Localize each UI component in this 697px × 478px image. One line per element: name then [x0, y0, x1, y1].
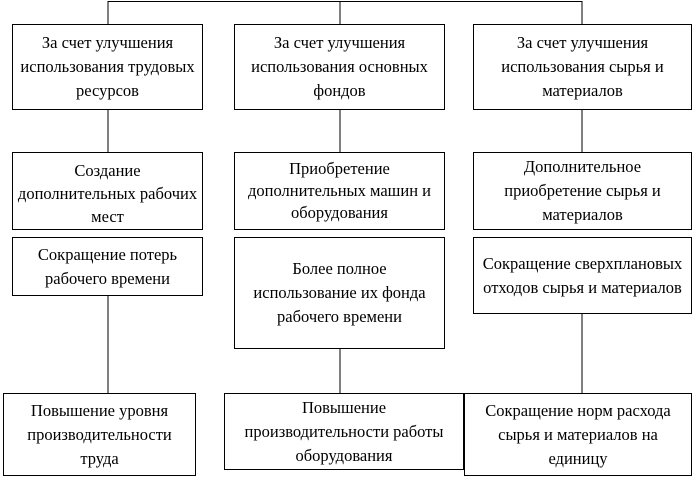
- header-box-fixed-assets: [234, 24, 445, 110]
- measure-text-time-losses: Сокращение потерь рабочего времени: [37, 244, 178, 288]
- header-text-fixed-assets: За счет улучшения использования основных фондов: [251, 33, 428, 100]
- result-text-norms-reduction: Сокращение норм расхода сырья и материалов на единицу: [485, 400, 671, 468]
- measure-text-new-jobs: Создание дополнительных рабочих мест: [17, 161, 198, 226]
- measure-text-waste-reduction: Сокращение сверхплановых отходов сырья и материалов: [482, 253, 683, 297]
- result-text-equipment-productivity: Повышение производительности работы оборудования: [244, 397, 444, 465]
- header-box-labor: [12, 24, 203, 110]
- measure-text-equipment-purchase: Приобретение дополнительных машин и оборудования: [248, 159, 431, 222]
- measure-text-fuller-use: Более полное использование их фонда рабочего времени: [253, 259, 426, 326]
- measure-box-fuller-use: [234, 237, 445, 349]
- header-box-materials: [473, 24, 692, 110]
- measure-box-time-losses: [12, 237, 203, 296]
- result-text-labor-productivity: Повышение уровня производительности труда: [27, 400, 172, 468]
- measure-box-waste-reduction: [473, 237, 692, 314]
- result-box-labor-productivity: [3, 393, 196, 476]
- measure-box-equipment-purchase: [234, 152, 445, 230]
- result-box-equipment-productivity: [224, 393, 464, 470]
- header-text-materials: За счет улучшения использования сырья и материалов: [501, 33, 664, 100]
- measure-text-materials-purchase: Дополнительное приобретение сырья и материалов: [504, 157, 661, 224]
- result-box-norms-reduction: [464, 393, 692, 476]
- measure-box-materials-purchase: [473, 152, 692, 230]
- measure-box-new-jobs: [12, 152, 203, 230]
- header-text-labor: За счет улучшения использования трудовых ресурсов: [20, 33, 195, 100]
